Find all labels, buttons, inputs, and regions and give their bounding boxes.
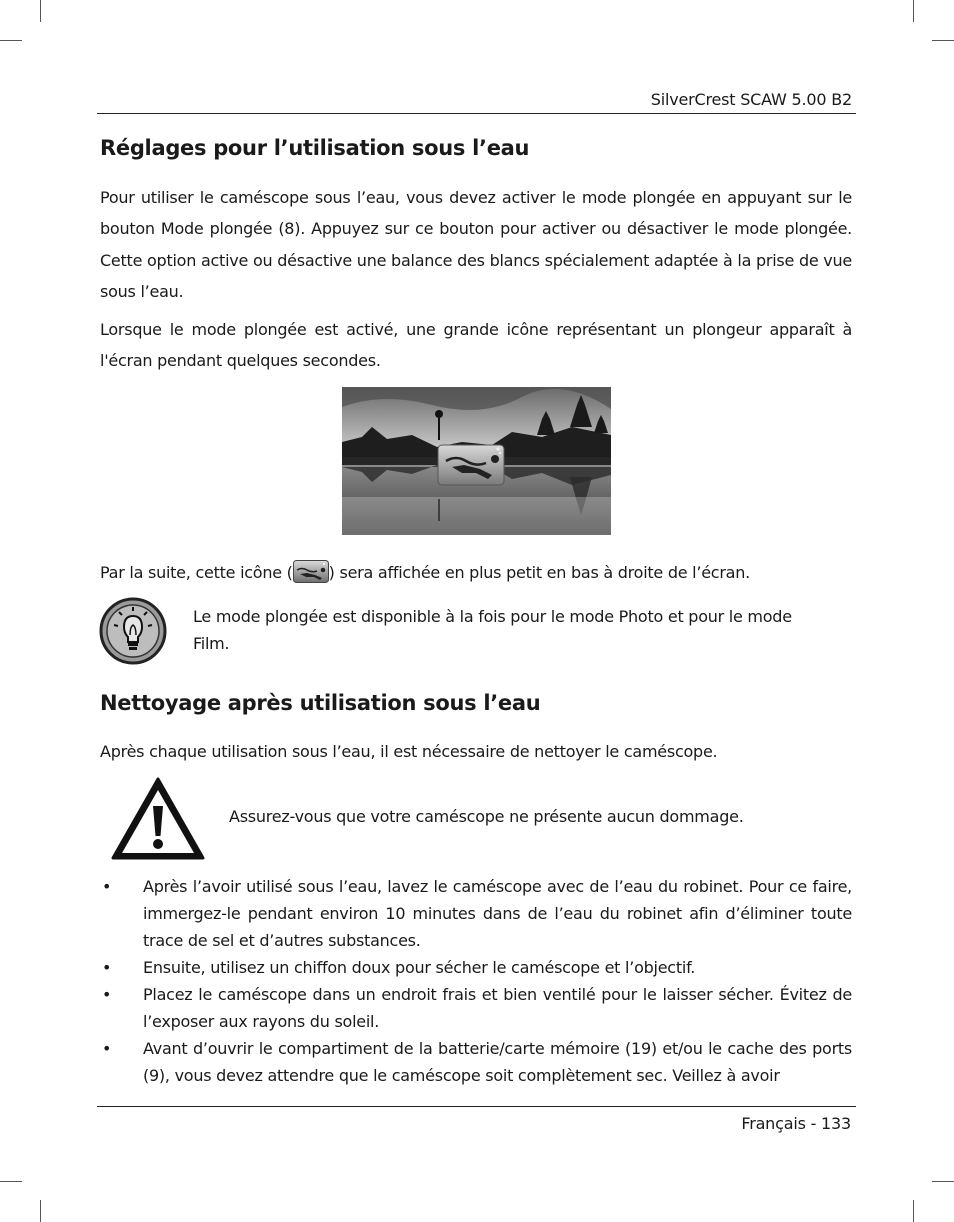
page-footer: Français - 133 bbox=[741, 1114, 851, 1133]
crop-mark bbox=[913, 1200, 914, 1222]
warning-icon bbox=[110, 776, 206, 861]
page-header: SilverCrest SCAW 5.00 B2 bbox=[650, 90, 852, 109]
header-rule bbox=[97, 113, 856, 114]
list-item bbox=[100, 1035, 852, 1089]
section-title-cleaning: Nettoyage après utilisation sous l’eau bbox=[100, 691, 541, 715]
crop-mark bbox=[40, 0, 41, 22]
diver-icon bbox=[293, 560, 329, 583]
list-item bbox=[100, 873, 852, 954]
crop-mark bbox=[0, 40, 22, 41]
lightbulb-icon bbox=[99, 597, 167, 665]
list-item-text: Ensuite, utilisez un chiffon doux pour sécher le caméscope et l’objectif. bbox=[143, 958, 696, 977]
section-title-underwater-settings: Réglages pour l’utilisation sous l’eau bbox=[100, 136, 530, 160]
paragraph-dive-icon: Lorsque le mode plongée est activé, une grande icône représentant un plongeur apparaît à l'écran pendant quelques secondes. bbox=[100, 320, 852, 371]
paragraph-cleaning-intro: Après chaque utilisation sous l’eau, il est nécessaire de nettoyer le caméscope. bbox=[100, 742, 718, 761]
dive-mode-screenshot bbox=[342, 387, 611, 535]
bullet-glyph: • bbox=[102, 1039, 112, 1058]
list-item-text: Avant d’ouvrir le compartiment de la batterie/carte mémoire (19) et/ou le cache des ports (9), vous devez attendre que le caméscope soit complètement sec. Veillez à avoir bbox=[143, 1039, 852, 1085]
bullet-glyph: • bbox=[102, 958, 112, 977]
warning-text: Assurez-vous que votre caméscope ne présente aucun dommage. bbox=[229, 807, 744, 826]
list-item bbox=[100, 981, 852, 1035]
cleaning-steps-list bbox=[100, 873, 852, 1089]
inline-text-after: ) sera affichée en plus petit en bas à droite de l’écran. bbox=[328, 563, 750, 582]
crop-mark bbox=[0, 1181, 22, 1182]
list-item bbox=[100, 954, 852, 981]
crop-mark bbox=[913, 0, 914, 22]
inline-icon-sentence bbox=[100, 560, 750, 586]
list-item-text: Placez le caméscope dans un endroit frais et bien ventilé pour le laisser sécher. Évitez de l’exposer aux rayons du soleil. bbox=[143, 985, 852, 1031]
bullet-glyph: • bbox=[102, 877, 112, 896]
footer-rule bbox=[97, 1106, 856, 1107]
tip-text: Le mode plongée est disponible à la fois pour le mode Photo et pour le mode Film. bbox=[193, 607, 792, 653]
paragraph-dive-mode: Pour utiliser le caméscope sous l’eau, vous devez activer le mode plongée en appuyant sur le bouton Mode plongée (8). Appuyez sur ce bouton pour activer ou désactiver le mode plongée. Cette option active ou désactive une balance des blancs spécialement adaptée à la prise de vue sous l’eau. bbox=[100, 188, 852, 301]
bullet-glyph: • bbox=[102, 985, 112, 1004]
crop-mark bbox=[932, 1181, 954, 1182]
inline-text-before: Par la suite, cette icône ( bbox=[100, 563, 293, 582]
crop-mark bbox=[40, 1200, 41, 1222]
list-item-text: Après l’avoir utilisé sous l’eau, lavez le caméscope avec de l’eau du robinet. Pour ce faire, immergez-le pendant environ 10 minutes dans de l’eau du robinet afin d’éliminer toute trace de sel et d’autres substances. bbox=[143, 877, 852, 950]
crop-mark bbox=[932, 40, 954, 41]
